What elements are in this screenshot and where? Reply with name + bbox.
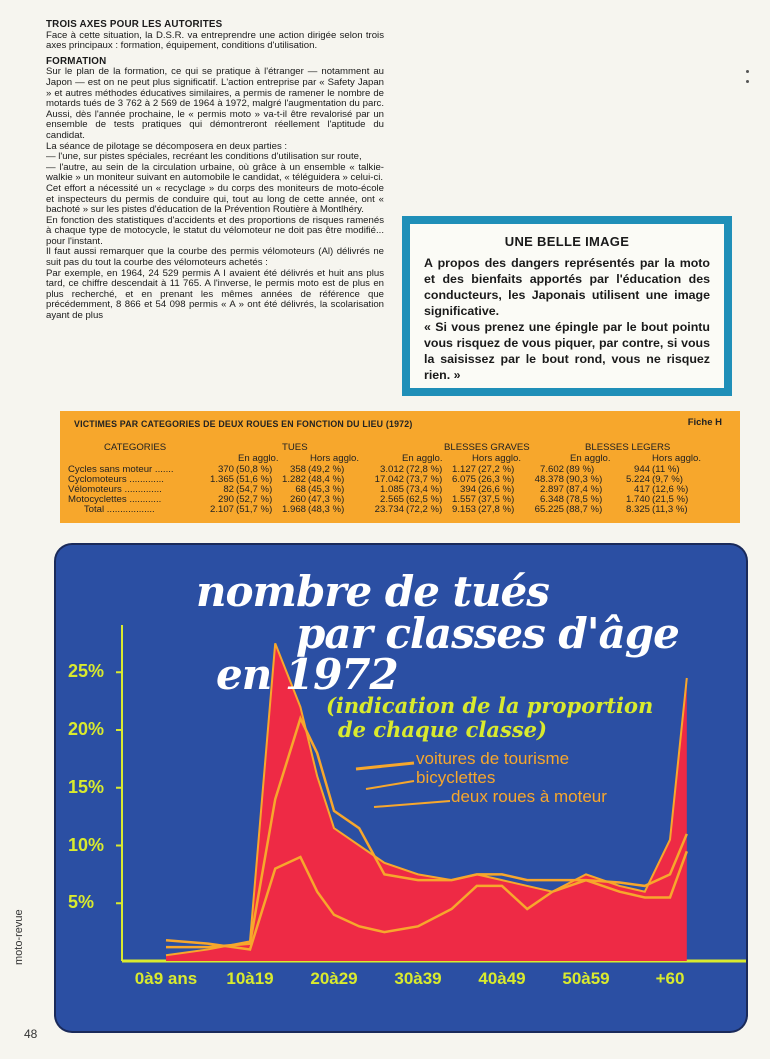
table-cell-l2p: (11,3 %) <box>652 504 688 515</box>
table-cell-cat: Cycles sans moteur ....... <box>68 464 174 475</box>
table-cell-t1: 290 <box>217 494 234 505</box>
table-cell-t2: 1.968 <box>281 504 306 515</box>
table-cell-l2p: (12,6 %) <box>652 484 689 495</box>
col-graves: BLESSES GRAVES <box>444 442 530 453</box>
table-cell-l2: 5.224 <box>625 474 650 485</box>
table-cell-g2p: (37,5 %) <box>478 494 515 505</box>
table-cell-t2: 260 <box>289 494 306 505</box>
table-cell-l1: 6.348 <box>539 494 564 505</box>
table-cell-g1: 2.565 <box>379 494 404 505</box>
table-cell-g1p: (73,7 %) <box>406 474 443 485</box>
table-cell-g1p: (62,5 %) <box>406 494 443 505</box>
col-tues: TUES <box>282 442 308 453</box>
box-title: UNE BELLE IMAGE <box>504 234 630 249</box>
table-cell-t2p: (48,4 %) <box>308 474 345 485</box>
box-quote: « Si vous prenez une épingle par le bout pointu vous risquez de vous piquer, par contre, si vous la saisissez par le bout rond, vous ne risquez rien. » <box>424 320 710 382</box>
legend-deux-roues: deux roues à moteur <box>451 787 607 806</box>
table-cell-t1: 2.107 <box>209 504 234 515</box>
table-row <box>60 474 740 484</box>
y-tick-label: 20% <box>68 719 105 739</box>
table-cell-g1: 3.012 <box>379 464 404 475</box>
sub-hors-tues: Hors agglo. <box>310 453 360 464</box>
margin-mark <box>746 80 749 83</box>
paragraph: La séance de pilotage se décomposera en deux parties : <box>46 140 288 152</box>
table-cell-l2: 417 <box>633 484 650 495</box>
paragraph: — l'une, sur pistes spéciales, recréant les conditions d'utilisation sur route, <box>46 151 362 163</box>
table-cell-g2: 6.075 <box>451 474 476 485</box>
table-cell-l2: 1.740 <box>625 494 650 505</box>
table-cell-cat: Total .................. <box>68 504 155 515</box>
x-tick-label: 20à29 <box>310 969 358 988</box>
sub-hors-legers: Hors agglo. <box>652 453 702 464</box>
table-cell-g1p: (72,8 %) <box>406 464 443 475</box>
table-cell-t1: 82 <box>223 484 234 495</box>
box-text: A propos des dangers représentés par la moto et des bienfaits apportés par l'éducation des conducteurs, les Japonais utilisent une image significative. <box>424 256 710 318</box>
table-cell-t2p: (49,2 %) <box>308 464 345 475</box>
table-cell-cat: Vélomoteurs .............. <box>68 484 162 495</box>
chart-title-line1: nombre de tués <box>196 567 549 616</box>
table-cell-t1: 370 <box>217 464 234 475</box>
chart-title-line3: en 1972 <box>216 650 398 699</box>
table-cell-t1: 1.365 <box>209 474 234 485</box>
table-cell-t1p: (54,7 %) <box>236 484 273 495</box>
table-cell-g1: 1.085 <box>379 484 404 495</box>
chart-title-line2: par classes d'âge <box>296 609 679 658</box>
heading-formation: FORMATION <box>46 55 107 67</box>
chart-subtitle-line2: de chaque classe) <box>338 717 547 742</box>
y-tick-label: 25% <box>68 661 105 682</box>
table-cell-g1p: (73,4 %) <box>406 484 443 495</box>
table-cell-l2: 8.325 <box>625 504 650 515</box>
col-categories: CATEGORIES <box>104 442 167 453</box>
y-tick-label: 15% <box>68 776 105 797</box>
age-chart <box>56 545 746 1031</box>
table-cell-g1p: (72,2 %) <box>406 504 443 515</box>
table-cell-t1p: (50,8 %) <box>236 464 273 475</box>
table-cell-g1: 23.734 <box>374 504 404 515</box>
paragraph: Par exemple, en 1964, 24 529 permis A I avaient été délivrés et huit ans plus tard, ce chiffre descendait à 11 765. A l'inverse, le permis moto est de plus en plus recherché, et en prenant les mêmes années de référence que précédemment, 8 866 et 54 098 permis « A » ont été délivrés, la scolarisation ayant de plus <box>46 267 384 322</box>
x-tick-label: 30à39 <box>394 969 442 988</box>
legend-line-deux-roues <box>374 801 450 807</box>
col-legers: BLESSES LEGERS <box>585 442 671 453</box>
margin-mark <box>746 70 749 73</box>
sub-en-tues: En agglo. <box>238 453 279 464</box>
table-cell-g2p: (27,2 %) <box>478 464 515 475</box>
table-cell-cat: Motocyclettes ............ <box>68 494 162 505</box>
table-cell-t2p: (45,3 %) <box>308 484 345 495</box>
table-cell-t2: 68 <box>295 484 306 495</box>
table-cell-g2p: (26,3 %) <box>478 474 515 485</box>
heading-axes: TROIS AXES POUR LES AUTORITES <box>46 19 223 30</box>
legend-voitures: voitures de tourisme <box>416 749 570 768</box>
table-cell-g2: 394 <box>459 484 476 495</box>
x-tick-label: +60 <box>655 969 685 988</box>
table-row <box>60 484 740 494</box>
table-cell-l2p: (11 %) <box>652 464 680 475</box>
table-cell-l1p: (89 %) <box>566 464 595 475</box>
table-cell-l1: 48.378 <box>534 474 564 485</box>
y-tick-label: 5% <box>68 892 95 913</box>
chart-subtitle-line1: (indication de la proportion <box>326 693 654 718</box>
page-number: 48 <box>24 1027 38 1041</box>
paragraph: Il faut aussi remarquer que la courbe des permis vélomoteurs (Al) délivrés ne suit pas du tout la courbe des vélomoteurs achetés : <box>46 246 384 269</box>
table-cell-t2p: (48,3 %) <box>308 504 345 515</box>
table-cell-t2: 358 <box>289 464 306 475</box>
table-cell-g2: 9.153 <box>451 504 476 515</box>
table-cell-g2p: (27,8 %) <box>478 504 515 515</box>
table-cell-l1p: (88,7 %) <box>566 504 603 515</box>
sidebar-box <box>402 216 732 396</box>
paragraph: Face à cette situation, la D.S.R. va entreprendre une action dirigée selon trois axes principaux : formation, équipement, conditions d'utilisation. <box>46 29 384 52</box>
x-tick-label: 10à19 <box>226 969 274 988</box>
table-cell-l1p: (90,3 %) <box>566 474 603 485</box>
x-tick-label: 0à9 ans <box>134 969 198 988</box>
table-title: VICTIMES PAR CATEGORIES DE DEUX ROUES EN FONCTION DU LIEU (1972) <box>74 419 413 429</box>
paragraph: Sur le plan de la formation, ce qui se pratique à l'étranger — notamment au Japon — est on ne peut plus significatif. L'action entreprise par « Safety Japan » et autres méthodes éducatives similaires, a permis de ramener le nombre de motards tués de 3 762 à 2 569 de 1964 à 1972, malgré l'augmentation du parc. Aussi, dès l'année prochaine, le « permis moto » va-t-il être revalorisé par un ensemble de tests pratiques qui démontreront réellement l'aptitude du candidat. <box>46 66 384 141</box>
table-cell-l1: 7.602 <box>539 464 564 475</box>
table-cell-l2p: (9,7 %) <box>652 474 683 485</box>
paragraph: En fonction des statistiques d'accidents et des proportions de risques ramenés à chaque type de motocycle, le statut du vélomoteur ne doit pas être modifié... pour l'instant. <box>46 214 384 247</box>
table-cell-l2: 944 <box>633 464 650 475</box>
table-cell-l1p: (78,5 %) <box>566 494 603 505</box>
sidebar-box-inner <box>410 224 724 388</box>
table-fiche: Fiche H <box>687 417 722 428</box>
table-cell-t2: 1.282 <box>281 474 306 485</box>
table-cell-t2p: (47,3 %) <box>308 494 345 505</box>
y-tick-label: 10% <box>68 834 105 855</box>
x-tick-label: 40à49 <box>478 969 526 988</box>
table-cell-l1p: (87,4 %) <box>566 484 603 495</box>
table-cell-t1p: (52,7 %) <box>236 494 273 505</box>
table-cell-g2p: (26,6 %) <box>478 484 515 495</box>
table-cell-g1: 17.042 <box>374 474 404 485</box>
legend-line-voitures <box>356 763 414 769</box>
table-cell-g2: 1.127 <box>451 464 476 475</box>
table-row <box>60 494 740 504</box>
table-row <box>60 464 740 474</box>
paragraph: Cet effort a nécessité un « recyclage » du corps des moniteurs de moto-école et inspecteurs du permis de conduire qui, tout au long de cette année, ont « bachoté » sur les pistes d'éducation de la Prévention Routière à Montlhéry. <box>46 182 384 216</box>
sub-en-legers: En agglo. <box>570 453 611 464</box>
sub-hors-graves: Hors agglo. <box>472 453 522 464</box>
x-tick-label: 50à59 <box>562 969 610 988</box>
table-row <box>60 504 740 514</box>
table-cell-t1p: (51,7 %) <box>236 504 273 515</box>
table-cell-l1: 65.225 <box>534 504 564 515</box>
victims-table <box>60 411 740 523</box>
table-cell-l1: 2.897 <box>539 484 564 495</box>
legend-line-bicyclettes <box>366 781 414 789</box>
table-cell-l2p: (21,5 %) <box>652 494 689 505</box>
magazine-name: moto-revue <box>13 909 25 965</box>
table-cell-cat: Cyclomoteurs ............. <box>68 474 164 485</box>
table-cell-t1p: (51,6 %) <box>236 474 273 485</box>
paragraph: — l'autre, au sein de la circulation urbaine, où grâce à un ensemble « talkie-walkie » un moniteur suivant en automobile le candidat, « téléguidera » celui-ci. <box>46 161 384 184</box>
legend-bicyclettes: bicyclettes <box>416 768 496 787</box>
table-cell-g2: 1.557 <box>451 494 476 505</box>
sub-en-graves: En agglo. <box>402 453 443 464</box>
article <box>46 20 384 322</box>
